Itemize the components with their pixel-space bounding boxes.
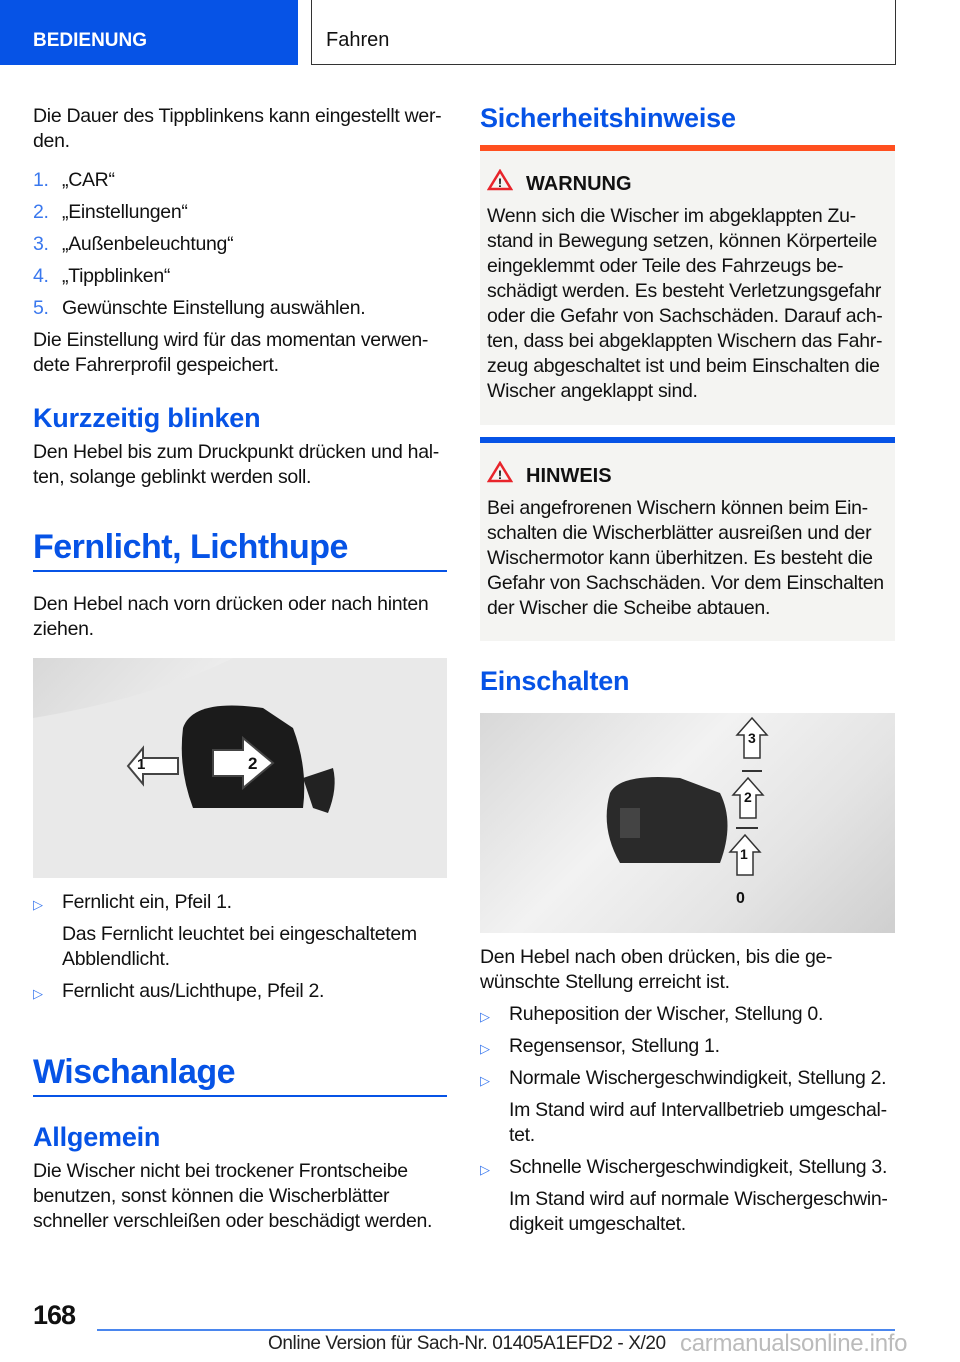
steps-list [33,168,451,328]
footer-text: Online Version für Sach-Nr. 01405A1EFD2 - X/20 [268,1333,666,1354]
arrow-label-2: 2 [248,754,258,773]
bullet-triangle-icon: ▷ [480,1041,490,1056]
page-number: 168 [33,1300,76,1330]
fern-bullets [33,890,451,1011]
svg-text:!: ! [498,176,502,190]
ein-bullets [480,1002,900,1237]
watermark: carmanualsonline.info [680,1330,908,1357]
step-number: 5. [33,297,49,319]
heading-kurzzeitig-blinken: Kurzzeitig blinken [33,403,261,433]
notice-box [480,437,895,641]
list-item [33,890,451,922]
bullet-triangle-icon: ▷ [480,1162,490,1177]
position-label-2: 2 [744,789,752,805]
bullet-subtext: Das Fernlicht leuchtet bei eingeschaltetem Abblendlicht. [62,923,417,970]
step-number: 1. [33,169,49,191]
position-label-1: 1 [740,846,748,862]
bullet-text: Schnelle Wischergeschwindigkeit, Stellung 3. [509,1156,888,1178]
chapter-label: Fahren [326,29,390,51]
warning-box [480,145,895,425]
bullet-text: Regensensor, Stellung 1. [509,1035,720,1057]
step-text: „CAR“ [62,169,115,191]
step-number: 2. [33,201,49,223]
lever-illustration [480,713,895,933]
warning-bar [480,145,895,151]
heading-einschalten: Einschalten [480,666,630,696]
notice-title: HINWEIS [526,465,612,487]
bullet-subtext: Im Stand wird auf normale Wischergeschwin-digkeit umgeschaltet. [509,1188,888,1235]
list-item [480,1034,900,1066]
list-item [480,1155,900,1187]
step-number: 3. [33,233,49,255]
figure-wiper-lever [480,713,895,933]
bullet-text: Ruheposition der Wischer, Stellung 0. [509,1003,824,1025]
notice-text: Bei angefrorenen Wischern können beim Ein-schalten die Wischerblätter ausreißen und der Wischermotor kann überhitzen. Es besteht die Gefahr von Sachschäden. Vor dem Einschalten der Wischer die Scheibe abtauen. [487,497,884,619]
position-label-3: 3 [748,730,756,746]
bullet-triangle-icon: ▷ [480,1073,490,1088]
list-item [33,979,451,1011]
bullet-triangle-icon: ▷ [480,1009,490,1024]
arrow-label-1: 1 [137,756,146,773]
warning-triangle-icon [487,461,513,483]
section-tab [0,0,298,65]
heading-sicherheitshinweise: Sicherheitshinweise [480,103,736,133]
bullet-subtext: Im Stand wird auf Intervallbetrieb umgeschal-tet. [509,1099,887,1146]
allg-paragraph: Die Wischer nicht bei trockener Frontscheibe benutzen, sonst können die Wischerblätter schneller verschleißen oder beschädigt werden. [33,1160,433,1232]
section-label: BEDIENUNG [33,30,148,51]
bullet-triangle-icon: ▷ [33,897,43,912]
profile-paragraph: Die Einstellung wird für das momentan verwen-dete Fahrerprofil gespeichert. [33,329,429,376]
lever-illustration [33,658,447,878]
heading-fernlicht: Fernlicht, Lichthupe [33,528,348,566]
ein-paragraph: Den Hebel nach oben drücken, bis die ge-wünschte Stellung erreicht ist. [480,946,833,993]
step-text: „Tippblinken“ [62,265,171,287]
heading-allgemein: Allgemein [33,1122,161,1152]
step-text: „Einstellungen“ [62,201,188,223]
bullet-triangle-icon: ▷ [33,986,43,1001]
position-label-0: 0 [736,890,745,907]
list-item [480,1002,900,1034]
svg-text:!: ! [498,468,502,482]
heading-rule [33,1095,447,1097]
chapter-tab [311,0,896,65]
heading-rule [33,570,447,572]
bullet-text: Fernlicht ein, Pfeil 1. [62,891,232,913]
warning-text: Wenn sich die Wischer im abgeklappten Zu-stand in Bewegung setzen, können Körperteile eingeklemmt oder Teile des Fahrzeugs be-schädigt werden. Es besteht Verletzungsgefahr oder die Gefahr von Sachschäden. Darauf ach-ten, dass bei abgeklappten Wischern das Fahr-zeug abgeschaltet ist und beim Einschalten die Wischer angeklappt sind. [487,205,883,402]
figure-high-beam-lever [33,658,447,878]
step-text: „Außenbeleuchtung“ [62,233,234,255]
step-text: Gewünschte Einstellung auswählen. [62,297,366,319]
kurz-paragraph: Den Hebel bis zum Druckpunkt drücken und hal-ten, solange geblinkt werden soll. [33,441,439,488]
bullet-text: Normale Wischergeschwindigkeit, Stellung 2. [509,1067,887,1089]
step-number: 4. [33,265,49,287]
notice-bar [480,437,895,443]
heading-wischanlage: Wischanlage [33,1053,236,1091]
bullet-text: Fernlicht aus/Lichthupe, Pfeil 2. [62,980,325,1002]
warning-title: WARNUNG [526,173,632,195]
fern-paragraph: Den Hebel nach vorn drücken oder nach hinten ziehen. [33,593,429,640]
warning-triangle-icon [487,169,513,191]
list-item [480,1066,900,1098]
intro-paragraph: Die Dauer des Tippblinkens kann eingestellt wer-den. [33,105,442,152]
